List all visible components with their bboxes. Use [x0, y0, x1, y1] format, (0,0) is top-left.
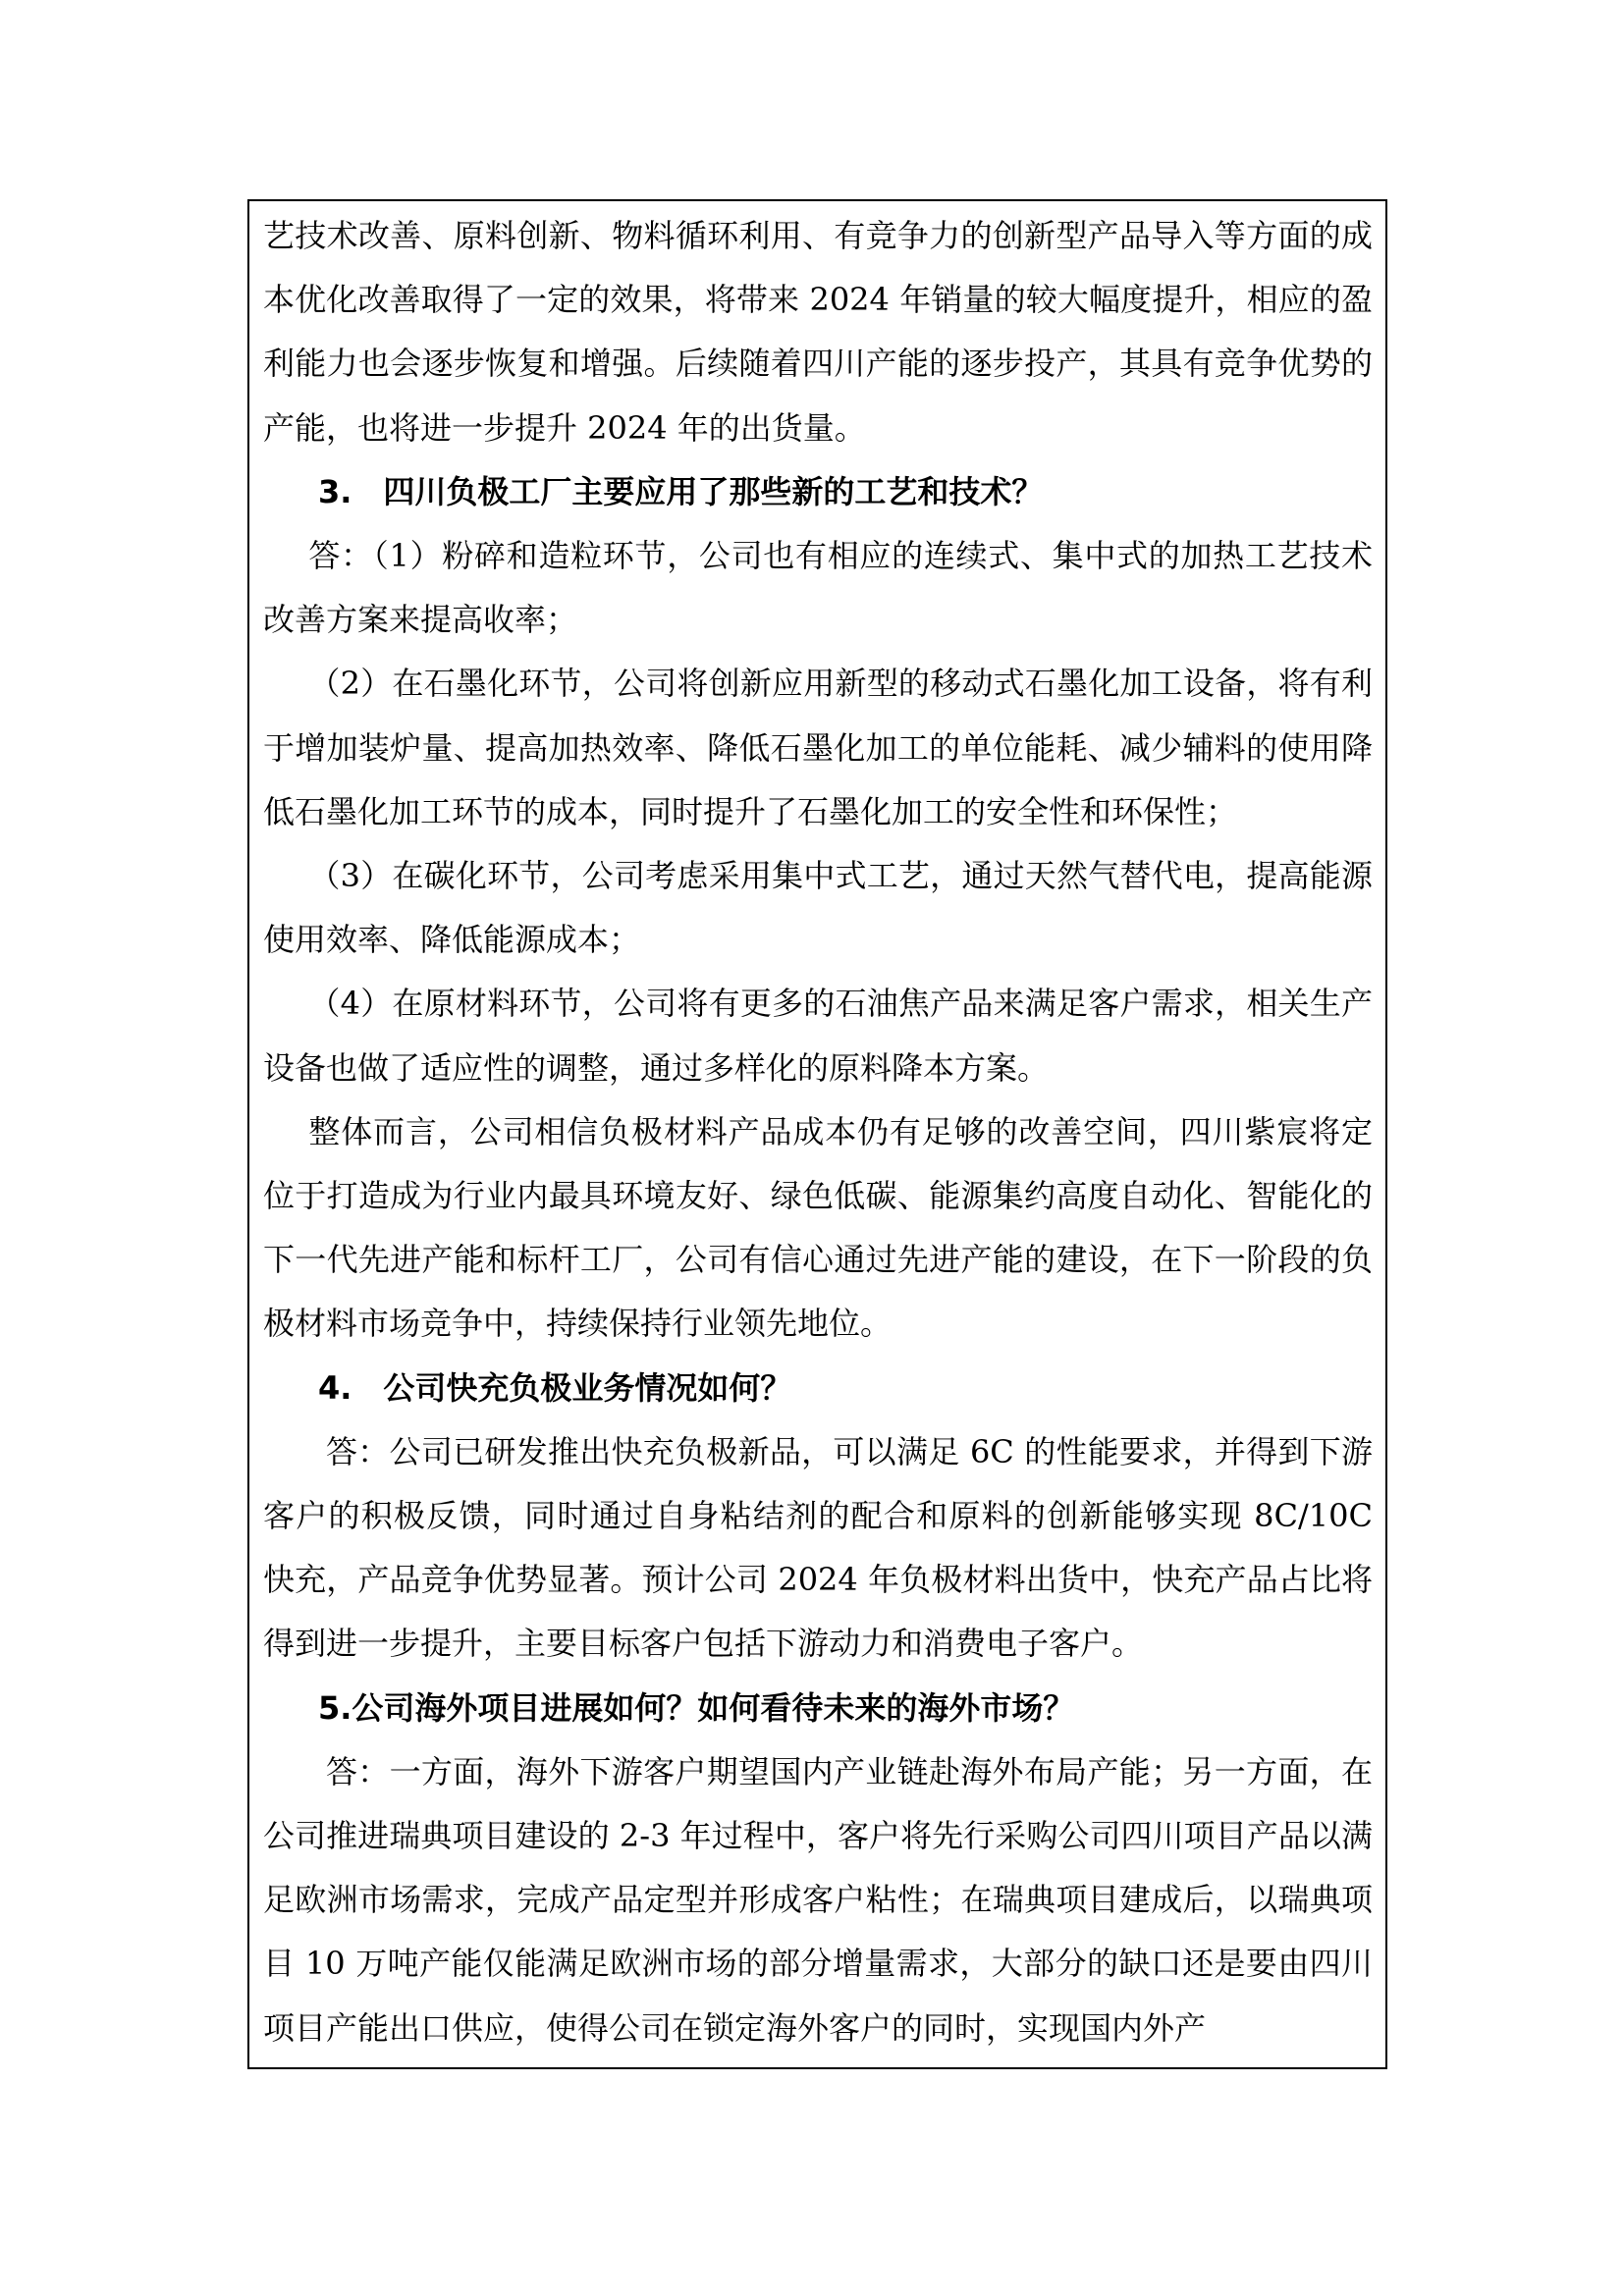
intro-paragraph: 艺技术改善、原料创新、物料循环利用、有竞争力的创新型产品导入等方面的成本优化改善取得了一定的效果，将带来 2024 年销量的较大幅度提升，相应的盈利能力也会逐步恢复和增强。后续随着四川产能的逐步投产，其具有竞争优势的产能，也将进一步提升 2024 年的出货量。 — [263, 217, 1373, 447]
answer-3-item-4: （4）在原材料环节，公司将有更多的石油焦产品来满足客户需求，相关生产设备也做了适应性的调整，通过多样化的原料降本方案。 — [263, 985, 1373, 1087]
answer-4: 答：公司已研发推出快充负极新品，可以满足 6C 的性能要求，并得到下游客户的积极反馈，同时通过自身粘结剂的配合和原料的创新能够实现 8C/10C 快充，产品竞争优势显著。预计公司 2024 年负极材料出货中，快充产品占比将得到进一步提升，主要目标客户包括下游动力和消费电子客户。 — [263, 1432, 1373, 1663]
question-3-heading: 3. 四川负极工厂主要应用了那些新的工艺和技术？ — [318, 472, 1044, 510]
answer-3-item-3: （3）在碳化环节，公司考虑采用集中式工艺，通过天然气替代电，提高能源使用效率、降低能源成本； — [263, 857, 1373, 959]
document-body — [263, 204, 1373, 2060]
answer-5: 答：一方面，海外下游客户期望国内产业链赴海外布局产能；另一方面，在公司推进瑞典项目建设的 2-3 年过程中，客户将先行采购公司四川项目产品以满足欧洲市场需求，完成产品定型并形成客户粘性；在瑞典项目建成后，以瑞典项目 10 万吨产能仅能满足欧洲市场的部分增量需求，大部分的缺口还是要由四川项目产能出口供应，使得公司在锁定海外客户的同时，实现国内外产 — [263, 1752, 1373, 2047]
answer-3-summary: 整体而言，公司相信负极材料产品成本仍有足够的改善空间，四川紫宸将定位于打造成为行业内最具环境友好、绿色低碳、能源集约高度自动化、智能化的下一代先进产能和标杆工厂，公司有信心通过先进产能的建设，在下一阶段的负极材料市场竞争中，持续保持行业领先地位。 — [263, 1112, 1373, 1343]
question-5-heading: 5.公司海外项目进展如何？如何看待未来的海外市场？ — [318, 1688, 1075, 1727]
question-4-heading: 4. 公司快充负极业务情况如何？ — [318, 1368, 792, 1407]
answer-3-item-2: （2）在石墨化环节，公司将创新应用新型的移动式石墨化加工设备，将有利于增加装炉量、提高加热效率、降低石墨化加工的单位能耗、减少辅料的使用降低石墨化加工环节的成本，同时提升了石墨化加工的安全性和环保性； — [263, 665, 1373, 830]
answer-3-item-1: 答：（1）粉碎和造粒环节，公司也有相应的连续式、集中式的加热工艺技术改善方案来提高收率； — [263, 537, 1373, 639]
